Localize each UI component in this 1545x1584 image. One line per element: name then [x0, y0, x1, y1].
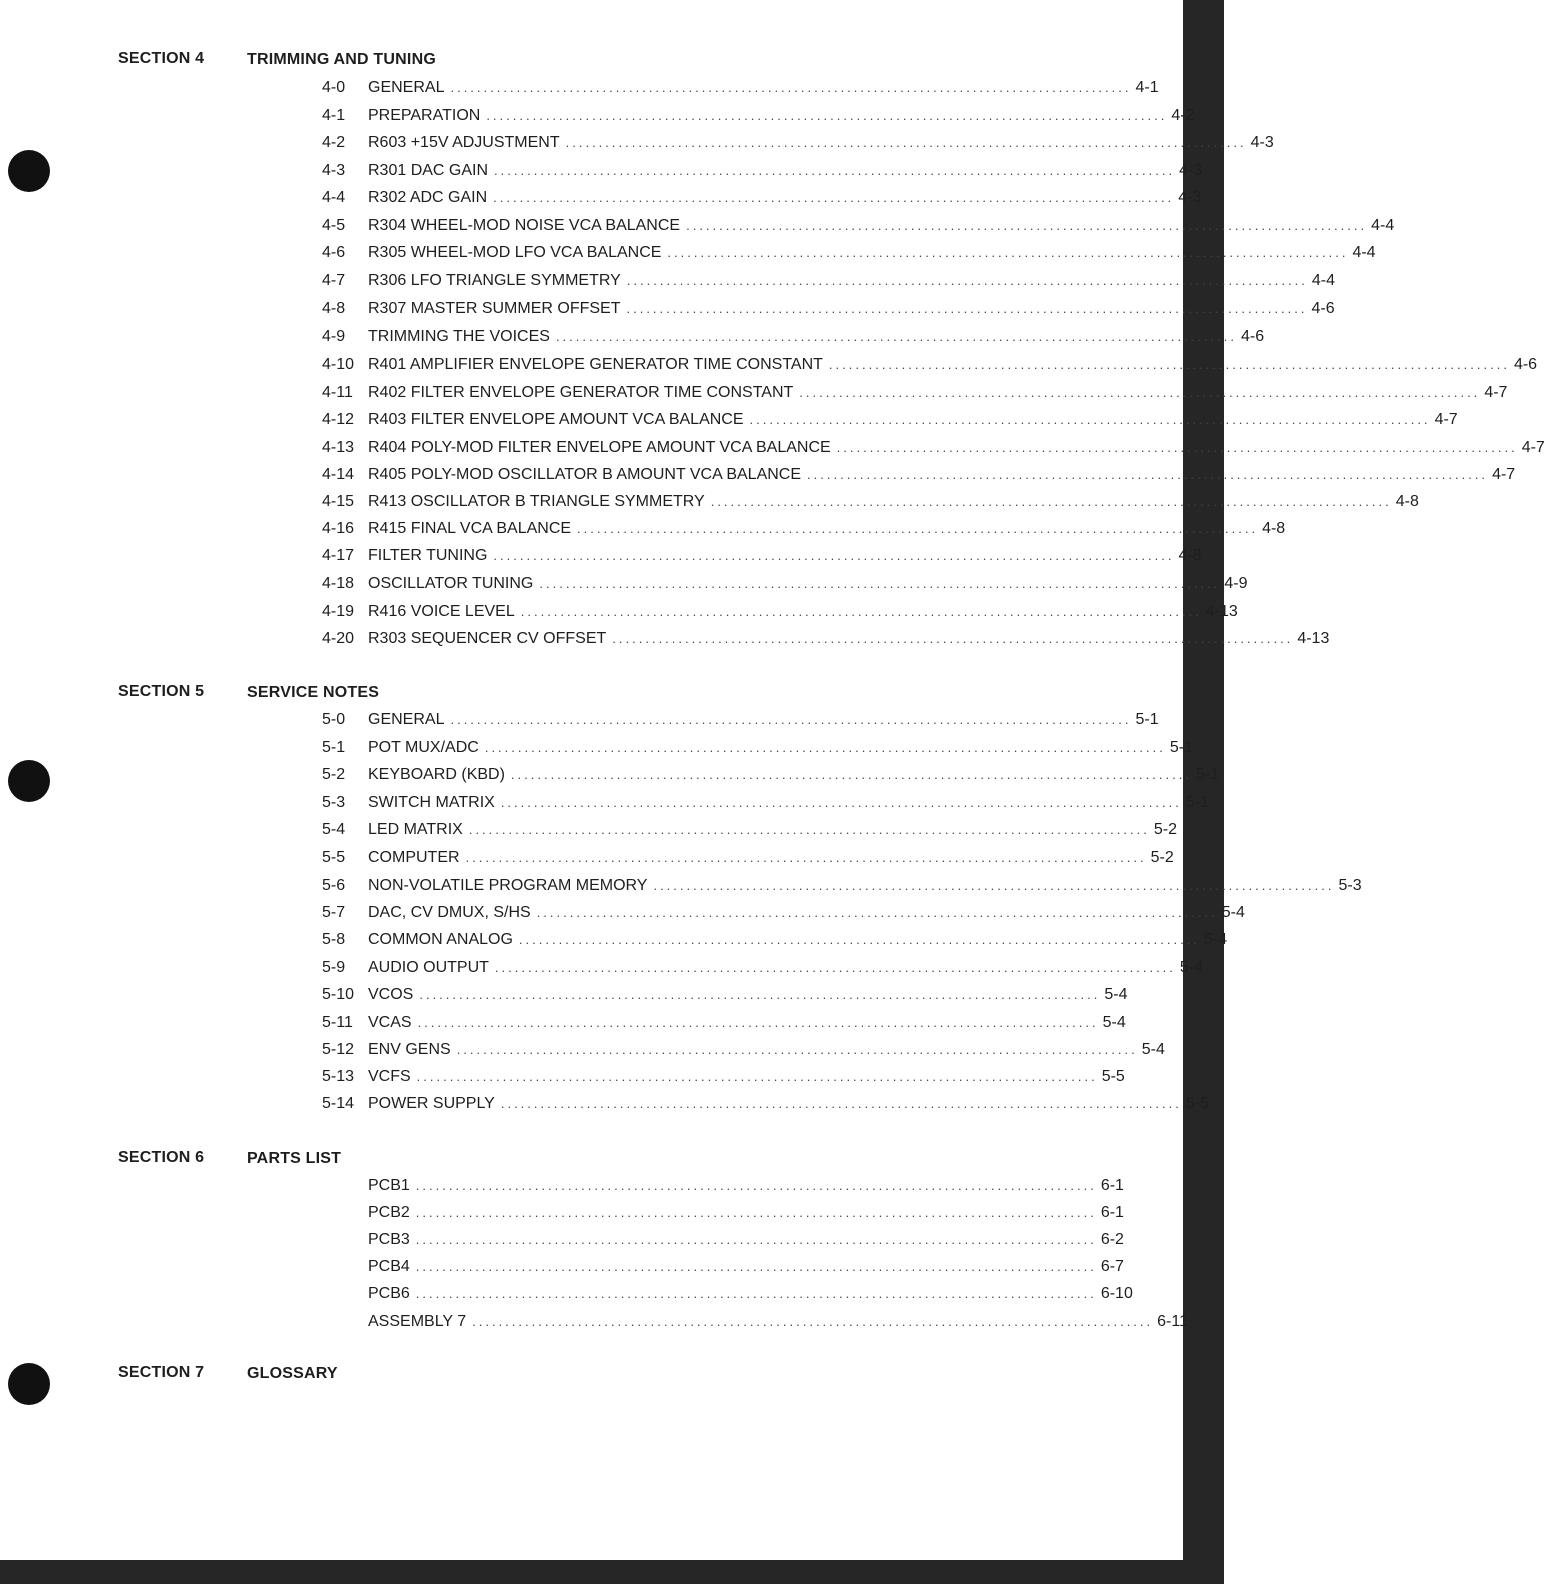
- entry-number: 5-6: [322, 877, 346, 894]
- toc-entry: [322, 1283, 1133, 1305]
- entry-title: SWITCH MATRIX: [368, 794, 495, 811]
- entry-page: 4-8: [1395, 493, 1419, 510]
- toc-entry: [322, 1256, 1124, 1278]
- toc-entry: [322, 354, 1538, 376]
- toc-entry: [322, 792, 1209, 814]
- entry-page: 5-1: [1185, 794, 1209, 811]
- dot-leader: .......................................................................................................: [500, 795, 1182, 810]
- toc-entry: [322, 628, 1330, 650]
- entry-number: 4-4: [322, 189, 346, 206]
- punch-hole-top: [8, 150, 50, 192]
- dot-leader: .......................................................................................................: [456, 1042, 1138, 1057]
- entry-number: 4-5: [322, 217, 346, 234]
- entry-number: 4-6: [322, 244, 346, 261]
- entry-title: R307 MASTER SUMMER OFFSET: [368, 300, 621, 317]
- entry-title: FILTER TUNING: [368, 547, 488, 564]
- entry-title: R405 POLY-MOD OSCILLATOR B AMOUNT VCA BALANCE: [368, 466, 802, 483]
- toc-entry: [322, 326, 1265, 348]
- entry-title: AUDIO OUTPUT: [368, 959, 489, 976]
- punch-hole-middle: [8, 760, 50, 802]
- dot-leader: .......................................................................................................: [710, 494, 1392, 509]
- entry-title: LED MATRIX: [368, 821, 463, 838]
- entry-page: 6-1: [1100, 1177, 1124, 1194]
- entry-title: PCB4: [368, 1258, 410, 1275]
- dot-leader: .......................................................................................................: [836, 440, 1518, 455]
- entry-page: 4-4: [1311, 272, 1335, 289]
- entry-title: R301 DAC GAIN: [368, 162, 489, 179]
- entry-title: OSCILLATOR TUNING: [368, 575, 534, 592]
- entry-title: R306 LFO TRIANGLE SYMMETRY: [368, 272, 621, 289]
- entry-page: 5-1: [1169, 739, 1193, 756]
- entry-number: 5-0: [322, 711, 346, 728]
- entry-page: 6-11: [1157, 1313, 1188, 1330]
- entry-page: 5-1: [1195, 766, 1220, 783]
- toc-entry: [322, 819, 1177, 841]
- entry-page: 5-4: [1179, 959, 1204, 976]
- entry-number: 5-7: [322, 904, 346, 921]
- toc-entry: [322, 902, 1245, 924]
- entry-number: 4-20: [322, 630, 355, 647]
- dot-leader: .......................................................................................................: [450, 712, 1132, 727]
- dot-leader: .......................................................................................................: [417, 1015, 1099, 1030]
- entry-page: 5-4: [1141, 1041, 1165, 1058]
- entry-title: VCFS: [368, 1068, 411, 1085]
- section-title: GLOSSARY: [247, 1365, 338, 1382]
- entry-page: 4-9: [1224, 575, 1248, 592]
- section-title: PARTS LIST: [247, 1150, 342, 1167]
- entry-title: R304 WHEEL-MOD NOISE VCA BALANCE: [368, 217, 681, 234]
- section-number: SECTION 4: [118, 50, 205, 67]
- entry-title: R403 FILTER ENVELOPE AMOUNT VCA BALANCE: [368, 411, 744, 428]
- toc-entry: [322, 298, 1335, 320]
- dot-leader: .......................................................................................................: [415, 1286, 1097, 1301]
- entry-title: POWER SUPPLY: [368, 1095, 495, 1112]
- entry-page: 6-7: [1100, 1258, 1124, 1275]
- dot-leader: .......................................................................................................: [536, 905, 1218, 920]
- entry-title: KEYBOARD (KBD): [368, 766, 505, 783]
- dot-leader: .......................................................................................................: [493, 548, 1175, 563]
- toc-entry: [322, 491, 1419, 513]
- entry-number: 4-18: [322, 575, 355, 592]
- dot-leader: .......................................................................................................: [415, 1232, 1097, 1247]
- dot-leader: .......................................................................................................: [450, 80, 1132, 95]
- entry-page: 5-2: [1153, 821, 1177, 838]
- entry-page: 4-3: [1179, 162, 1203, 179]
- entry-title: R303 SEQUENCER CV OFFSET: [368, 630, 607, 647]
- dot-leader: .......................................................................................................: [799, 385, 1481, 400]
- dot-leader: .......................................................................................................: [419, 987, 1101, 1002]
- entry-page: 5-5: [1101, 1068, 1125, 1085]
- entry-number: 5-5: [322, 849, 346, 866]
- dot-leader: .......................................................................................................: [555, 329, 1237, 344]
- toc-entry: [322, 984, 1128, 1006]
- entry-page: 4-6: [1513, 356, 1538, 373]
- dot-leader: .......................................................................................................: [415, 1178, 1097, 1193]
- toc-entry: [322, 847, 1174, 869]
- toc-entry: [322, 160, 1203, 182]
- entry-number: 4-0: [322, 79, 346, 96]
- entry-number: 4-8: [322, 300, 346, 317]
- entry-number: 4-1: [322, 107, 346, 124]
- entry-page: 6-10: [1100, 1285, 1133, 1302]
- entry-page: 4-4: [1352, 244, 1376, 261]
- toc-entry: [322, 105, 1195, 127]
- section-number: SECTION 6: [118, 1149, 205, 1166]
- entry-number: 5-4: [322, 821, 346, 838]
- entry-title: NON-VOLATILE PROGRAM MEMORY: [368, 877, 648, 894]
- entry-page: 6-2: [1100, 1231, 1124, 1248]
- dot-leader: .......................................................................................................: [484, 740, 1166, 755]
- entry-page: 4-13: [1297, 630, 1330, 647]
- entry-title: COMMON ANALOG: [368, 931, 513, 948]
- entry-number: 4-11: [322, 384, 353, 401]
- toc-entry: [322, 187, 1202, 209]
- toc-entry: [322, 382, 1508, 404]
- toc-entry: [322, 1202, 1124, 1224]
- entry-title: ASSEMBLY 7: [368, 1313, 467, 1330]
- dot-leader: .......................................................................................................: [686, 218, 1368, 233]
- entry-title: PREPARATION: [368, 107, 481, 124]
- entry-number: 5-9: [322, 959, 346, 976]
- entry-page: 4-7: [1434, 411, 1458, 428]
- entry-title: PCB3: [368, 1231, 410, 1248]
- entry-page: 5-4: [1104, 986, 1128, 1003]
- entry-title: GENERAL: [368, 711, 445, 728]
- entry-number: 4-7: [322, 272, 346, 289]
- dot-leader: .......................................................................................................: [577, 521, 1259, 536]
- toc-entry: [322, 409, 1458, 431]
- dot-leader: .......................................................................................................: [612, 631, 1294, 646]
- entry-number: 5-13: [322, 1068, 355, 1085]
- entry-title: TRIMMING THE VOICES: [368, 328, 550, 345]
- entry-page: 6-1: [1100, 1204, 1124, 1221]
- entry-number: 4-15: [322, 493, 355, 510]
- dot-leader: .......................................................................................................: [667, 245, 1349, 260]
- entry-number: 4-16: [322, 520, 355, 537]
- toc-entry: [322, 957, 1204, 979]
- entry-title: DAC, CV DMUX, S/HS: [368, 904, 531, 921]
- entry-page: 4-6: [1311, 300, 1335, 317]
- entry-title: R603 +15V ADJUSTMENT: [368, 134, 560, 151]
- entry-number: 5-2: [322, 766, 346, 783]
- entry-page: 4-3: [1178, 189, 1202, 206]
- section-number: SECTION 7: [118, 1364, 205, 1381]
- toc-entry: [322, 1229, 1124, 1251]
- entry-page: 5-3: [1338, 877, 1362, 894]
- entry-page: 4-7: [1484, 384, 1508, 401]
- entry-page: 4-1: [1135, 79, 1159, 96]
- entry-page: 4-8: [1262, 520, 1286, 537]
- section-number: SECTION 5: [118, 683, 205, 700]
- toc-entry: [322, 1175, 1124, 1197]
- entry-number: 4-14: [322, 466, 355, 483]
- toc-entry: [322, 929, 1228, 951]
- section-title: TRIMMING AND TUNING: [247, 51, 436, 68]
- toc-entry: [322, 764, 1220, 786]
- entry-number: 4-17: [322, 547, 355, 564]
- entry-number: 4-12: [322, 411, 355, 428]
- entry-number: 5-3: [322, 794, 346, 811]
- entry-number: 5-12: [322, 1041, 355, 1058]
- entry-page: 4-4: [1371, 217, 1395, 234]
- entry-page: 4-7: [1521, 439, 1545, 456]
- toc-entry: [322, 1066, 1125, 1088]
- entry-number: 4-10: [322, 356, 355, 373]
- entry-page: 5-4: [1102, 1014, 1126, 1031]
- toc-entry: [322, 875, 1362, 897]
- toc-entry: [322, 215, 1395, 237]
- entry-title: R401 AMPLIFIER ENVELOPE GENERATOR TIME CONSTANT: [368, 356, 823, 373]
- entry-page: 4-2: [1171, 107, 1195, 124]
- toc-entry: [322, 1311, 1188, 1333]
- toc-entry: [322, 242, 1376, 264]
- entry-title: R305 WHEEL-MOD LFO VCA BALANCE: [368, 244, 662, 261]
- entry-page: 5-2: [1150, 849, 1174, 866]
- entry-page: 5-1: [1135, 711, 1159, 728]
- entry-number: 5-8: [322, 931, 346, 948]
- entry-title: R402 FILTER ENVELOPE GENERATOR TIME CONSTANT: [368, 384, 794, 401]
- dot-leader: .......................................................................................................: [415, 1259, 1097, 1274]
- entry-title: R302 ADC GAIN: [368, 189, 488, 206]
- entry-page: 5-4: [1203, 931, 1228, 948]
- entry-title: VCOS: [368, 986, 414, 1003]
- entry-title: POT MUX/ADC: [368, 739, 479, 756]
- dot-leader: .......................................................................................................: [565, 135, 1247, 150]
- dot-leader: .......................................................................................................: [500, 1096, 1182, 1111]
- entry-number: 5-10: [322, 986, 355, 1003]
- toc-entry: [322, 737, 1193, 759]
- toc-entry: [322, 77, 1159, 99]
- dot-leader: .......................................................................................................: [539, 576, 1221, 591]
- entry-page: 4-3: [1250, 134, 1274, 151]
- entry-title: PCB2: [368, 1204, 410, 1221]
- scan-border-bottom: [0, 1560, 1224, 1584]
- entry-page: 5-4: [1221, 904, 1245, 921]
- entry-title: R413 OSCILLATOR B TRIANGLE SYMMETRY: [368, 493, 705, 510]
- entry-page: 4-13: [1205, 603, 1238, 620]
- entry-number: 4-2: [322, 134, 346, 151]
- toc-entry: [322, 1012, 1126, 1034]
- toc-entry: [322, 1093, 1209, 1115]
- toc-entry: [322, 270, 1335, 292]
- entry-title: VCAS: [368, 1014, 412, 1031]
- dot-leader: .......................................................................................................: [807, 467, 1489, 482]
- dot-leader: .......................................................................................................: [510, 767, 1192, 782]
- toc-entry: [322, 1039, 1165, 1061]
- toc-entry: [322, 601, 1238, 623]
- dot-leader: .......................................................................................................: [486, 108, 1168, 123]
- entry-number: 4-19: [322, 603, 355, 620]
- entry-number: 4-3: [322, 162, 346, 179]
- entry-title: R415 FINAL VCA BALANCE: [368, 520, 572, 537]
- entry-title: PCB6: [368, 1285, 410, 1302]
- entry-page: 4-8: [1178, 547, 1202, 564]
- entry-title: PCB1: [368, 1177, 410, 1194]
- entry-title: GENERAL: [368, 79, 445, 96]
- toc-entry: [322, 573, 1248, 595]
- dot-leader: .......................................................................................................: [472, 1314, 1154, 1329]
- dot-leader: .......................................................................................................: [416, 1069, 1098, 1084]
- dot-leader: .......................................................................................................: [468, 822, 1150, 837]
- toc-entry: [322, 132, 1274, 154]
- entry-number: 5-1: [322, 739, 346, 756]
- dot-leader: .......................................................................................................: [520, 604, 1202, 619]
- entry-number: 4-9: [322, 328, 346, 345]
- dot-leader: .......................................................................................................: [828, 357, 1510, 372]
- entry-title: COMPUTER: [368, 849, 460, 866]
- entry-number: 5-11: [322, 1014, 353, 1031]
- entry-number: 4-13: [322, 439, 355, 456]
- entry-number: 5-14: [322, 1095, 355, 1112]
- dot-leader: .......................................................................................................: [626, 301, 1308, 316]
- section-title: SERVICE NOTES: [247, 684, 380, 701]
- toc-entry: [322, 709, 1159, 731]
- entry-title: R416 VOICE LEVEL: [368, 603, 515, 620]
- entry-title: ENV GENS: [368, 1041, 451, 1058]
- dot-leader: .......................................................................................................: [518, 932, 1200, 947]
- dot-leader: .......................................................................................................: [493, 190, 1175, 205]
- dot-leader: .......................................................................................................: [749, 412, 1431, 427]
- toc-entry: [322, 518, 1286, 540]
- dot-leader: .......................................................................................................: [415, 1205, 1097, 1220]
- dot-leader: .......................................................................................................: [494, 960, 1176, 975]
- toc-entry: [322, 437, 1545, 459]
- entry-page: 4-7: [1492, 466, 1516, 483]
- dot-leader: .......................................................................................................: [653, 878, 1335, 893]
- entry-title: R404 POLY-MOD FILTER ENVELOPE AMOUNT VCA BALANCE: [368, 439, 831, 456]
- dot-leader: .......................................................................................................: [626, 273, 1308, 288]
- toc-entry: [322, 464, 1516, 486]
- entry-page: 5-5: [1185, 1095, 1209, 1112]
- dot-leader: .......................................................................................................: [494, 163, 1176, 178]
- toc-entry: [322, 545, 1202, 567]
- punch-hole-bottom: [8, 1363, 50, 1405]
- entry-page: 4-6: [1240, 328, 1265, 345]
- dot-leader: .......................................................................................................: [465, 850, 1147, 865]
